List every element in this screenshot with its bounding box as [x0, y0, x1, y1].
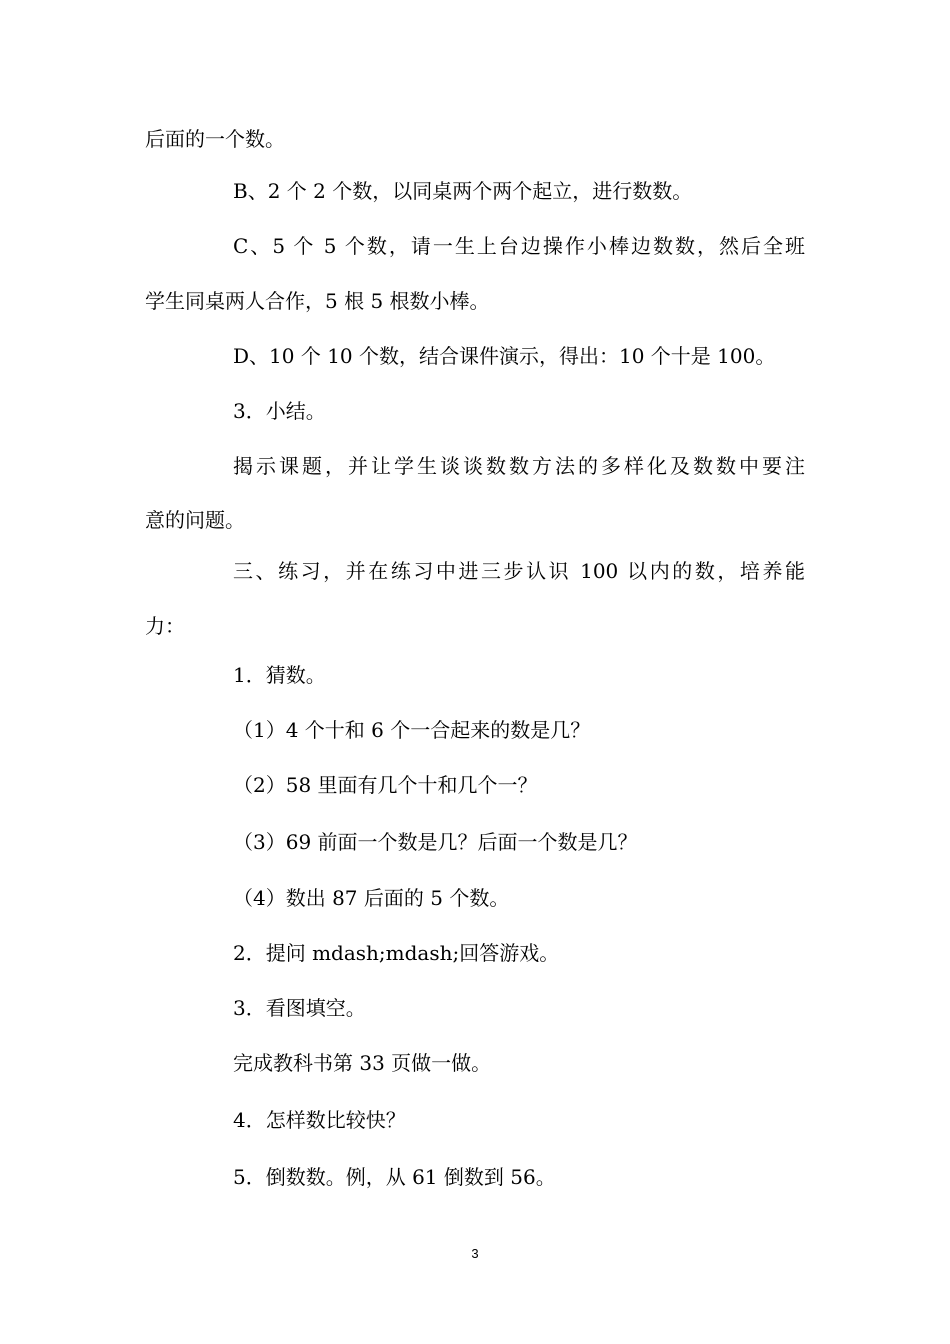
text-line-20: 5．倒数数。例，从 61 倒数到 56。: [233, 1165, 556, 1189]
text-line-12: （1）4 个十和 6 个一合起来的数是几？: [233, 718, 591, 742]
text-line-18: 完成教科书第 33 页做一做。: [233, 1051, 492, 1075]
text-line-6: 3．小结。: [233, 399, 326, 423]
text-line-17: 3．看图填空。: [233, 996, 366, 1020]
text-line-1: 后面的一个数。: [145, 127, 285, 151]
text-line-13: （2）58 里面有几个十和几个一？: [233, 773, 538, 797]
text-line-8: 意的问题。: [145, 508, 245, 532]
text-line-7: 揭示课题，并让学生谈谈数数方法的多样化及数数中要注: [233, 454, 805, 478]
page-number: 3: [471, 1246, 479, 1261]
text-line-15: （4）数出 87 后面的 5 个数。: [233, 886, 510, 910]
text-line-19: 4．怎样数比较快？: [233, 1108, 406, 1132]
text-line-5: D、10 个 10 个数，结合课件演示，得出：10 个十是 100。: [233, 344, 776, 368]
text-line-2: B、2 个 2 个数，以同桌两个两个起立，进行数数。: [233, 179, 693, 203]
text-line-16: 2．提问 mdash;mdash;回答游戏。: [233, 941, 560, 965]
text-line-14: （3）69 前面一个数是几？后面一个数是几？: [233, 830, 638, 854]
text-line-4: 学生同桌两人合作，5 根 5 根数小棒。: [145, 289, 490, 313]
text-line-9: 三、练习，并在练习中进三步认识 100 以内的数，培养能: [233, 559, 805, 583]
text-line-3: C、5 个 5 个数，请一生上台边操作小棒边数数，然后全班: [233, 234, 805, 258]
text-line-10: 力：: [145, 614, 185, 638]
text-line-11: 1．猜数。: [233, 663, 326, 687]
